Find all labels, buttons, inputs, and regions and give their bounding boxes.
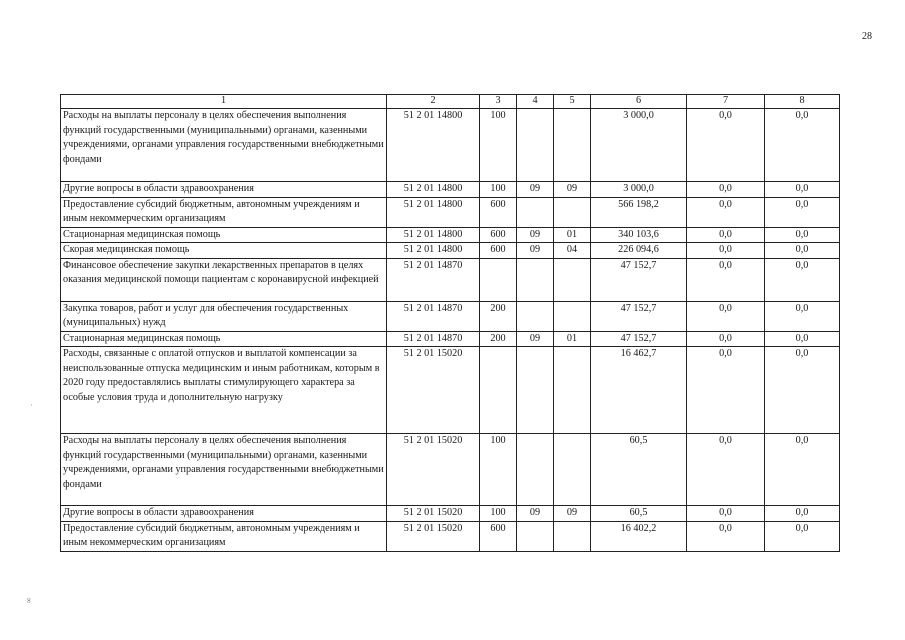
amount-cell: 0,0	[687, 182, 765, 198]
subsection-cell: 01	[554, 227, 591, 243]
amount-cell: 0,0	[687, 347, 765, 434]
section-cell: 09	[517, 506, 554, 522]
expense-type-cell: 100	[480, 434, 517, 506]
amount-cell: 0,0	[765, 506, 840, 522]
amount-cell: 0,0	[765, 434, 840, 506]
expense-type-cell: 600	[480, 197, 517, 227]
amount-cell: 0,0	[687, 434, 765, 506]
amount-cell: 47 152,7	[591, 331, 687, 347]
amount-cell: 0,0	[765, 243, 840, 259]
table-row	[61, 331, 840, 347]
amount-cell: 0,0	[687, 331, 765, 347]
table-row	[61, 243, 840, 259]
column-header: 6	[591, 95, 687, 109]
amount-cell: 16 402,2	[591, 521, 687, 551]
expense-type-cell: 600	[480, 227, 517, 243]
target-code-cell: 51 2 01 14800	[387, 197, 480, 227]
row-name-cell: Скорая медицинская помощь	[61, 243, 387, 259]
row-name-cell: Расходы на выплаты персоналу в целях обеспечения выполнения функций государственными (муниципальными) органами, казенными учреждениями, органами управления государственными внебюджетными фондами	[61, 109, 387, 182]
amount-cell: 60,5	[591, 434, 687, 506]
amount-cell: 0,0	[687, 109, 765, 182]
section-cell: 09	[517, 331, 554, 347]
amount-cell: 0,0	[687, 521, 765, 551]
row-name-cell: Другие вопросы в области здравоохранения	[61, 182, 387, 198]
amount-cell: 0,0	[687, 258, 765, 301]
section-cell	[517, 258, 554, 301]
amount-cell: 0,0	[765, 301, 840, 331]
row-name-cell: Предоставление субсидий бюджетным, автономным учреждениям и иным некоммерческим организациям	[61, 197, 387, 227]
subsection-cell: 04	[554, 243, 591, 259]
subsection-cell	[554, 109, 591, 182]
amount-cell: 0,0	[687, 301, 765, 331]
amount-cell: 47 152,7	[591, 301, 687, 331]
table-row	[61, 521, 840, 551]
amount-cell: 566 198,2	[591, 197, 687, 227]
amount-cell: 340 103,6	[591, 227, 687, 243]
row-name-cell: Другие вопросы в области здравоохранения	[61, 506, 387, 522]
target-code-cell: 51 2 01 14870	[387, 258, 480, 301]
row-name-cell: Стационарная медицинская помощь	[61, 227, 387, 243]
subsection-cell: 09	[554, 182, 591, 198]
amount-cell: 3 000,0	[591, 109, 687, 182]
expense-type-cell: 100	[480, 109, 517, 182]
section-cell	[517, 347, 554, 434]
target-code-cell: 51 2 01 15020	[387, 434, 480, 506]
amount-cell: 0,0	[765, 331, 840, 347]
amount-cell: 60,5	[591, 506, 687, 522]
column-header: 8	[765, 95, 840, 109]
subsection-cell	[554, 347, 591, 434]
row-name-cell: Предоставление субсидий бюджетным, автономным учреждениям и иным некоммерческим организациям	[61, 521, 387, 551]
table-row	[61, 197, 840, 227]
column-header: 1	[61, 95, 387, 109]
expense-type-cell: 100	[480, 506, 517, 522]
table-row	[61, 227, 840, 243]
target-code-cell: 51 2 01 14870	[387, 301, 480, 331]
amount-cell: 3 000,0	[591, 182, 687, 198]
expense-type-cell: 100	[480, 182, 517, 198]
column-header: 5	[554, 95, 591, 109]
subsection-cell: 01	[554, 331, 591, 347]
section-cell: 09	[517, 243, 554, 259]
row-name-cell: Стационарная медицинская помощь	[61, 331, 387, 347]
table-row	[61, 258, 840, 301]
subsection-cell: 09	[554, 506, 591, 522]
amount-cell: 0,0	[687, 197, 765, 227]
expense-type-cell	[480, 347, 517, 434]
amount-cell: 226 094,6	[591, 243, 687, 259]
amount-cell: 0,0	[765, 347, 840, 434]
column-header: 3	[480, 95, 517, 109]
target-code-cell: 51 2 01 15020	[387, 521, 480, 551]
section-cell	[517, 197, 554, 227]
amount-cell: 47 152,7	[591, 258, 687, 301]
target-code-cell: 51 2 01 14800	[387, 182, 480, 198]
amount-cell: 16 462,7	[591, 347, 687, 434]
table-row	[61, 109, 840, 182]
expense-type-cell: 200	[480, 331, 517, 347]
section-cell: 09	[517, 182, 554, 198]
amount-cell: 0,0	[765, 197, 840, 227]
subsection-cell	[554, 258, 591, 301]
row-name-cell: Расходы, связанные с оплатой отпусков и выплатой компенсации за неиспользованные отпуска медицинским и иным работникам, которым в 2020 году предоставлялись выплаты стимулирующего характера за особые условия труда и дополнительную нагрузку	[61, 347, 387, 434]
amount-cell: 0,0	[687, 243, 765, 259]
section-cell	[517, 109, 554, 182]
section-cell	[517, 301, 554, 331]
expense-type-cell: 600	[480, 521, 517, 551]
table-row	[61, 301, 840, 331]
target-code-cell: 51 2 01 14800	[387, 227, 480, 243]
amount-cell: 0,0	[765, 109, 840, 182]
budget-table	[60, 94, 840, 552]
table-row	[61, 434, 840, 506]
subsection-cell	[554, 197, 591, 227]
header-row	[61, 95, 840, 109]
amount-cell: 0,0	[765, 227, 840, 243]
target-code-cell: 51 2 01 14870	[387, 331, 480, 347]
amount-cell: 0,0	[765, 182, 840, 198]
expense-type-cell: 200	[480, 301, 517, 331]
amount-cell: 0,0	[765, 521, 840, 551]
section-cell	[517, 521, 554, 551]
target-code-cell: 51 2 01 15020	[387, 506, 480, 522]
target-code-cell: 51 2 01 15020	[387, 347, 480, 434]
expense-type-cell	[480, 258, 517, 301]
subsection-cell	[554, 301, 591, 331]
row-name-cell: Финансовое обеспечение закупки лекарственных препаратов в целях оказания медицинской помощи пациентам с коронавирусной инфекцией	[61, 258, 387, 301]
scan-mark: ·	[30, 401, 33, 410]
table-row	[61, 347, 840, 434]
row-name-cell: Расходы на выплаты персоналу в целях обеспечения выполнения функций государственными (муниципальными) органами, казенными учреждениями, органами управления государственными внебюджетными фондами	[61, 434, 387, 506]
table-row	[61, 506, 840, 522]
target-code-cell: 51 2 01 14800	[387, 109, 480, 182]
amount-cell: 0,0	[687, 506, 765, 522]
column-header: 7	[687, 95, 765, 109]
amount-cell: 0,0	[765, 258, 840, 301]
scan-mark: ∞	[24, 597, 34, 604]
section-cell	[517, 434, 554, 506]
subsection-cell	[554, 521, 591, 551]
subsection-cell	[554, 434, 591, 506]
section-cell: 09	[517, 227, 554, 243]
column-header: 4	[517, 95, 554, 109]
table-row	[61, 182, 840, 198]
row-name-cell: Закупка товаров, работ и услуг для обеспечения государственных (муниципальных) нужд	[61, 301, 387, 331]
page-number: 28	[862, 31, 872, 42]
target-code-cell: 51 2 01 14800	[387, 243, 480, 259]
expense-type-cell: 600	[480, 243, 517, 259]
column-header: 2	[387, 95, 480, 109]
amount-cell: 0,0	[687, 227, 765, 243]
